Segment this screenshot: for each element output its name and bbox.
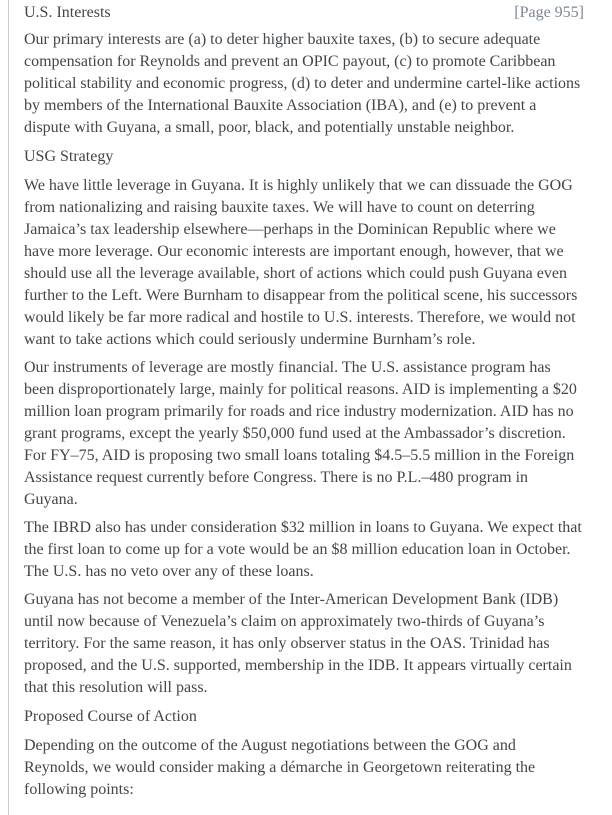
section-title: U.S. Interests bbox=[24, 4, 111, 21]
paragraph-financial-instruments: Our instruments of leverage are mostly financial. The U.S. assistance program has been disproportionately large, mainly for political reasons. AID is implementing a $20 million loan program primarily for roads and rice industry modernization. AID has no grant programs, except the yearly $50,000 fund used at the Ambassador’s discretion. For FY–75, AID is proposing two small loans totaling $4.5–5.5 million in the Foreign Assistance request currently before Congress. There is no P.L.–480 program in Guyana. bbox=[24, 359, 577, 508]
heading-proposed-course-of-action: Proposed Course of Action bbox=[24, 708, 197, 725]
heading-usg-strategy: USG Strategy bbox=[24, 148, 114, 165]
paragraph-leverage-strategy: We have little leverage in Guyana. It is highly unlikely that we can dissuade the GOG from nationalizing and raising bauxite taxes. We will have to count on deterring Jamaica’s tax leadership elsewhere—perhaps in the Dominican Republic where we have more leverage. Our economic interests are important enough, however, that we should use all the leverage available, short of actions which could push Guyana even further to the Left. Were Burnham to disappear from the political scene, his successors would likely be far more radical and hostile to U.S. interests. Therefore, we would not want to take actions which could seriously undermine Burnham’s role. bbox=[24, 177, 578, 348]
page-marker: [Page 955] bbox=[514, 4, 584, 21]
paragraph-demarche: Depending on the outcome of the August negotiations between the GOG and Reynolds, we would consider making a démarche in Georgetown reiterating the following points: bbox=[24, 737, 536, 798]
paragraph-ibrd-loans: The IBRD also has under consideration $32 million in loans to Guyana. We expect that the first loan to come up for a vote would be an $8 million education loan in October. The U.S. has no veto over any of these loans. bbox=[24, 519, 582, 580]
paragraph-idb-membership: Guyana has not become a member of the Inter-American Development Bank (IDB) until now because of Venezuela’s claim on approximately two-thirds of Guyana’s territory. For the same reason, it has only observer status in the OAS. Trinidad has proposed, and the U.S. supported, membership in the IDB. It appears virtually certain that this resolution will pass. bbox=[24, 591, 572, 696]
paragraph-primary-interests: Our primary interests are (a) to deter higher bauxite taxes, (b) to secure adequate compensation for Reynolds and prevent an OPIC payout, (c) to promote Caribbean political stability and economic progress, (d) to deter and undermine cartel-like actions by members of the International Bauxite Association (IBA), and (e) to prevent a dispute with Guyana, a small, poor, black, and potentially unstable neighbor. bbox=[24, 31, 581, 136]
section-header-row bbox=[24, 2, 584, 24]
document-page bbox=[8, 0, 612, 815]
